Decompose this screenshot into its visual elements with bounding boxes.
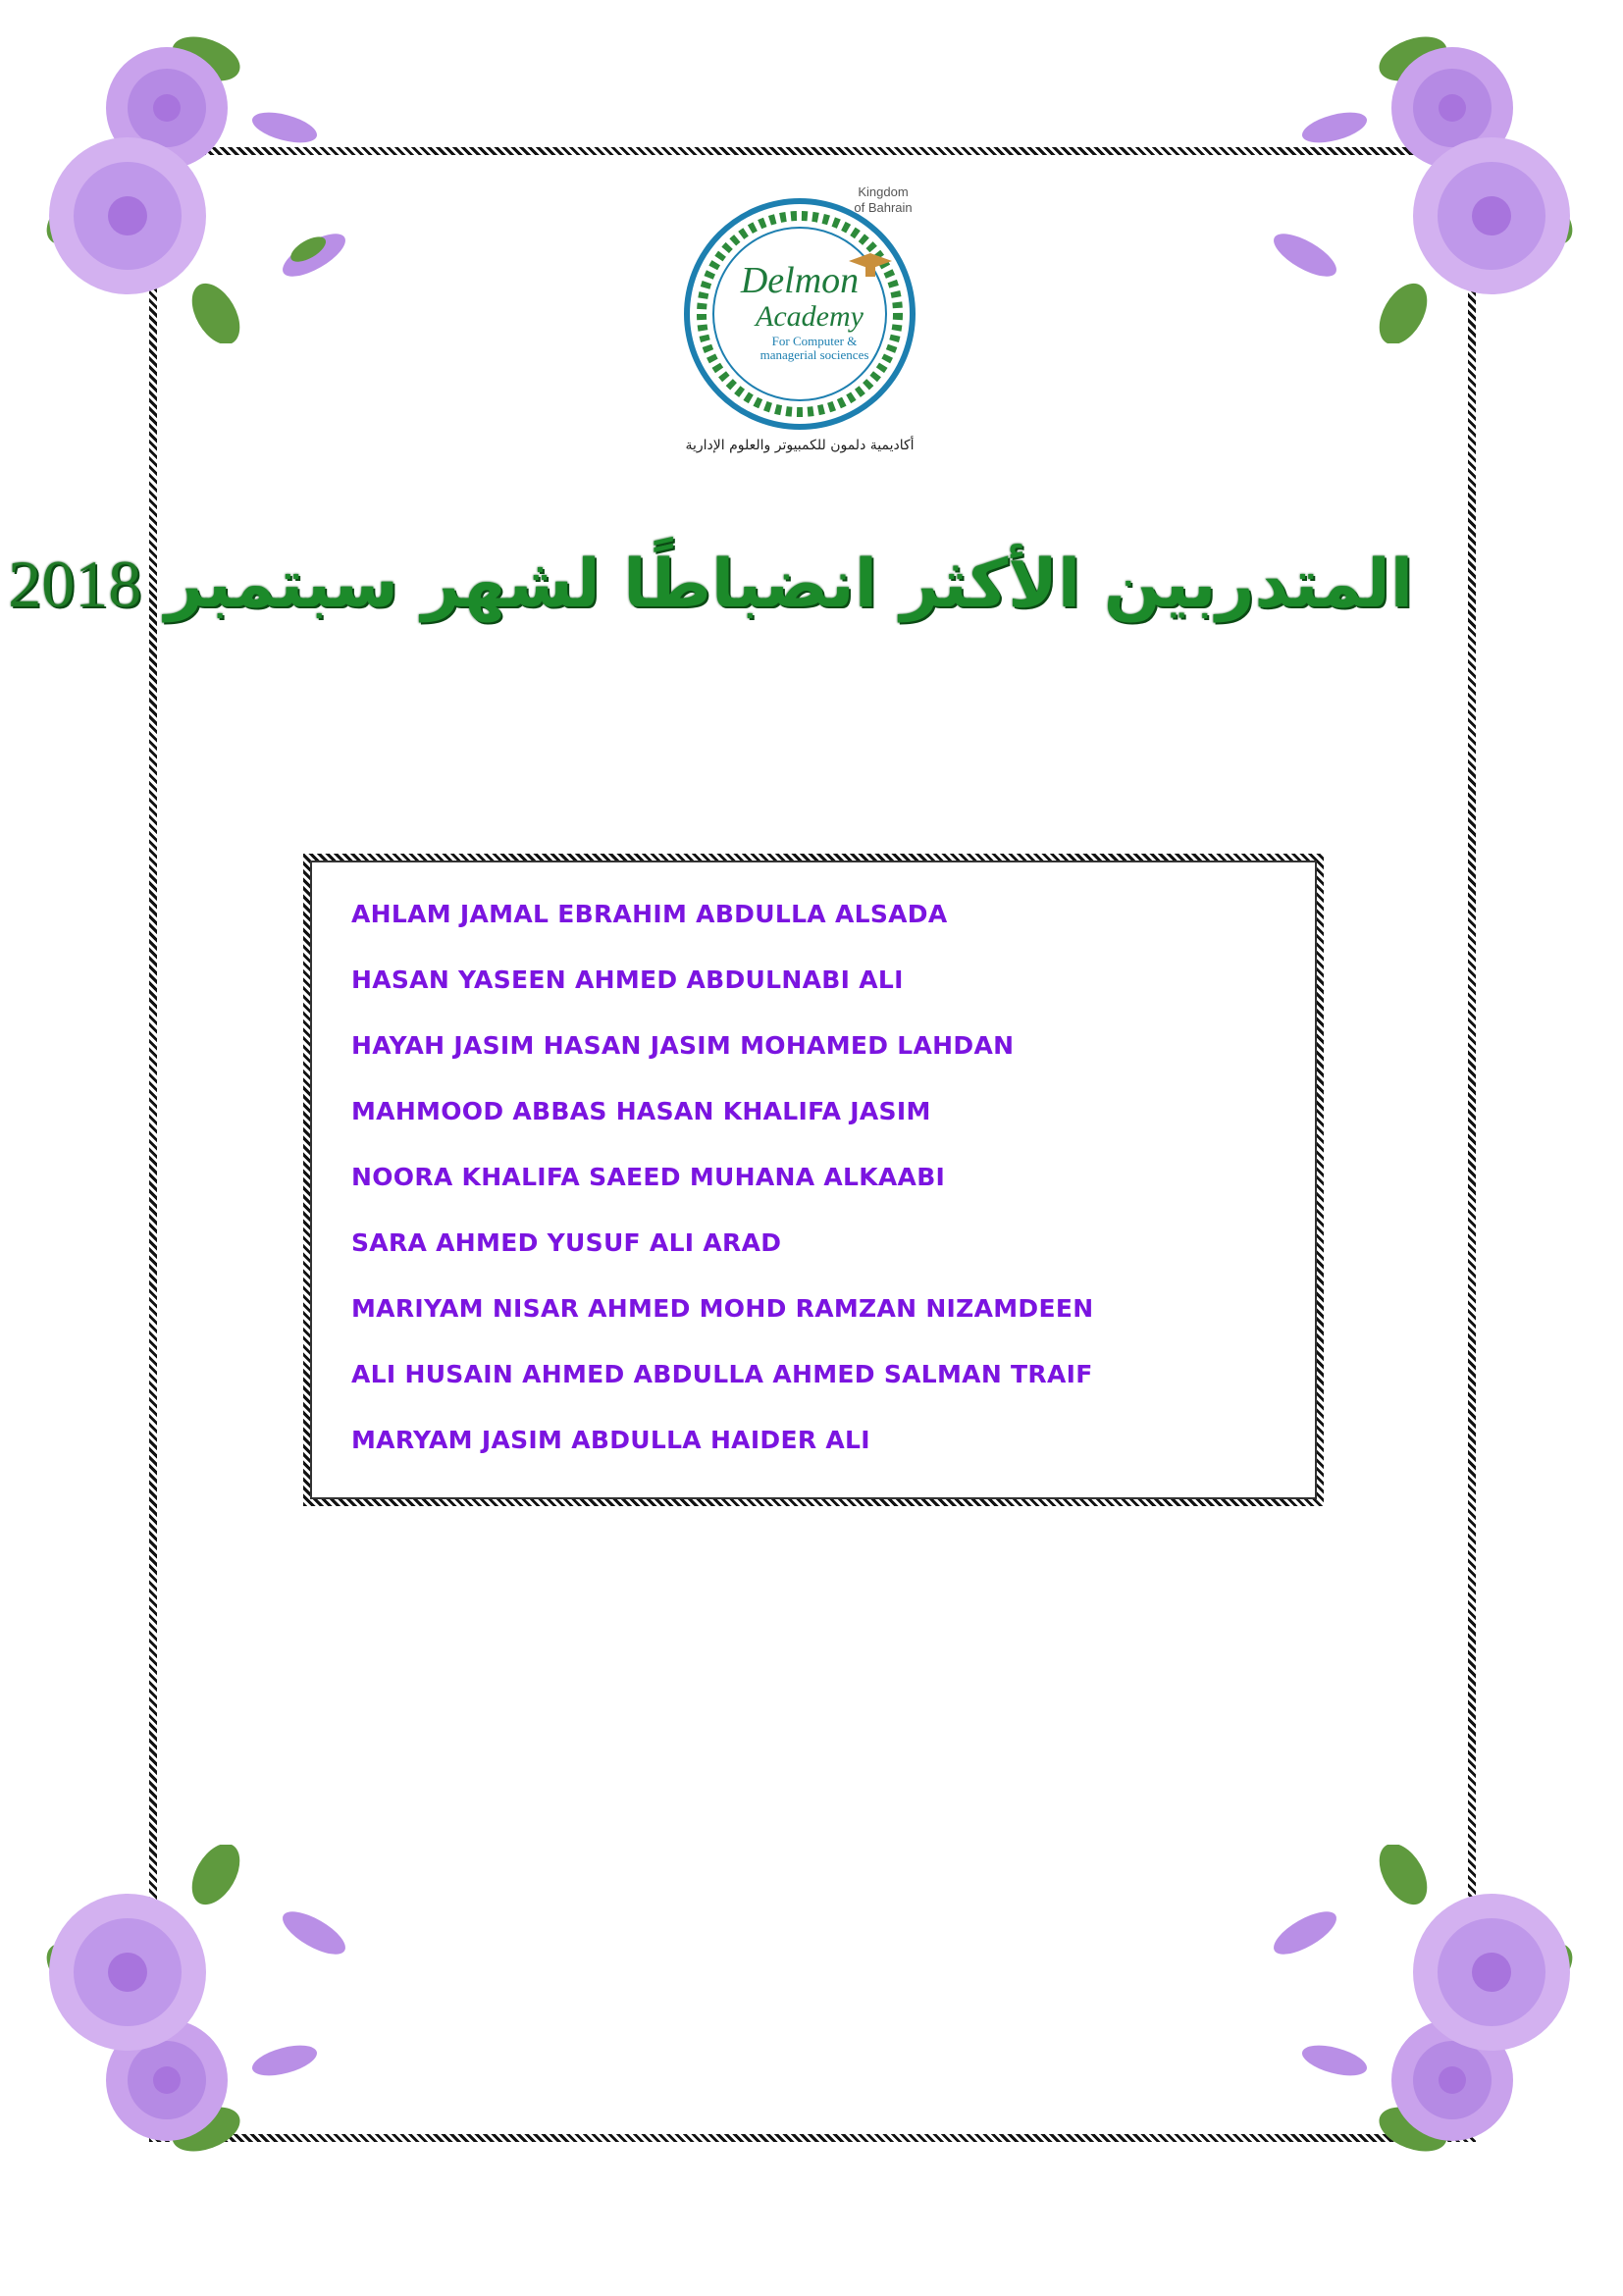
trainee-name: NOORA KHALIFA SAEED MUHANA ALKAABI <box>351 1163 946 1191</box>
trainee-name-list <box>351 895 1234 1487</box>
flower-ornament-bottom-left <box>20 1845 353 2168</box>
trainee-name: MARYAM JASIM ABDULLA HAIDER ALI <box>351 1426 870 1454</box>
flower-ornament-bottom-right <box>1266 1845 1599 2168</box>
logo-arabic-name: أكاديمية دلمون للكمبيوتر والعلوم الإدارية <box>685 438 915 453</box>
trainee-name: MARIYAM NISAR AHMED MOHD RAMZAN NIZAMDEEN <box>351 1294 1094 1323</box>
logo-tagline1: For Computer & <box>771 334 858 348</box>
page-title-text: المتدربين الأكثر انضباطًا لشهر سبتمبر <box>164 546 1413 623</box>
logo-brand-line2: Academy <box>756 300 864 333</box>
logo-brand-line1: Delmon <box>740 260 860 301</box>
logo-country2: of Bahrain <box>854 200 913 215</box>
page-title-year: 2018 <box>8 547 142 621</box>
trainee-name: HAYAH JASIM HASAN JASIM MOHAMED LAHDAN <box>351 1031 1015 1060</box>
trainee-name: HASAN YASEEN AHMED ABDULNABI ALI <box>351 965 904 994</box>
flower-ornament-top-right <box>1266 20 1599 343</box>
trainee-name: MAHMOOD ABBAS HASAN KHALIFA JASIM <box>351 1097 931 1125</box>
trainee-name: AHLAM JAMAL EBRAHIM ABDULLA ALSADA <box>351 900 948 928</box>
logo-tagline2: managerial sociences <box>759 347 869 362</box>
trainee-name: ALI HUSAIN AHMED ABDULLA AHMED SALMAN TRAIF <box>351 1360 1093 1388</box>
page-title <box>8 530 1413 638</box>
delmon-academy-logo <box>667 177 932 461</box>
logo-country1: Kingdom <box>858 184 909 199</box>
flower-ornament-top-left <box>20 20 353 343</box>
trainee-name: SARA AHMED YUSUF ALI ARAD <box>351 1228 782 1257</box>
